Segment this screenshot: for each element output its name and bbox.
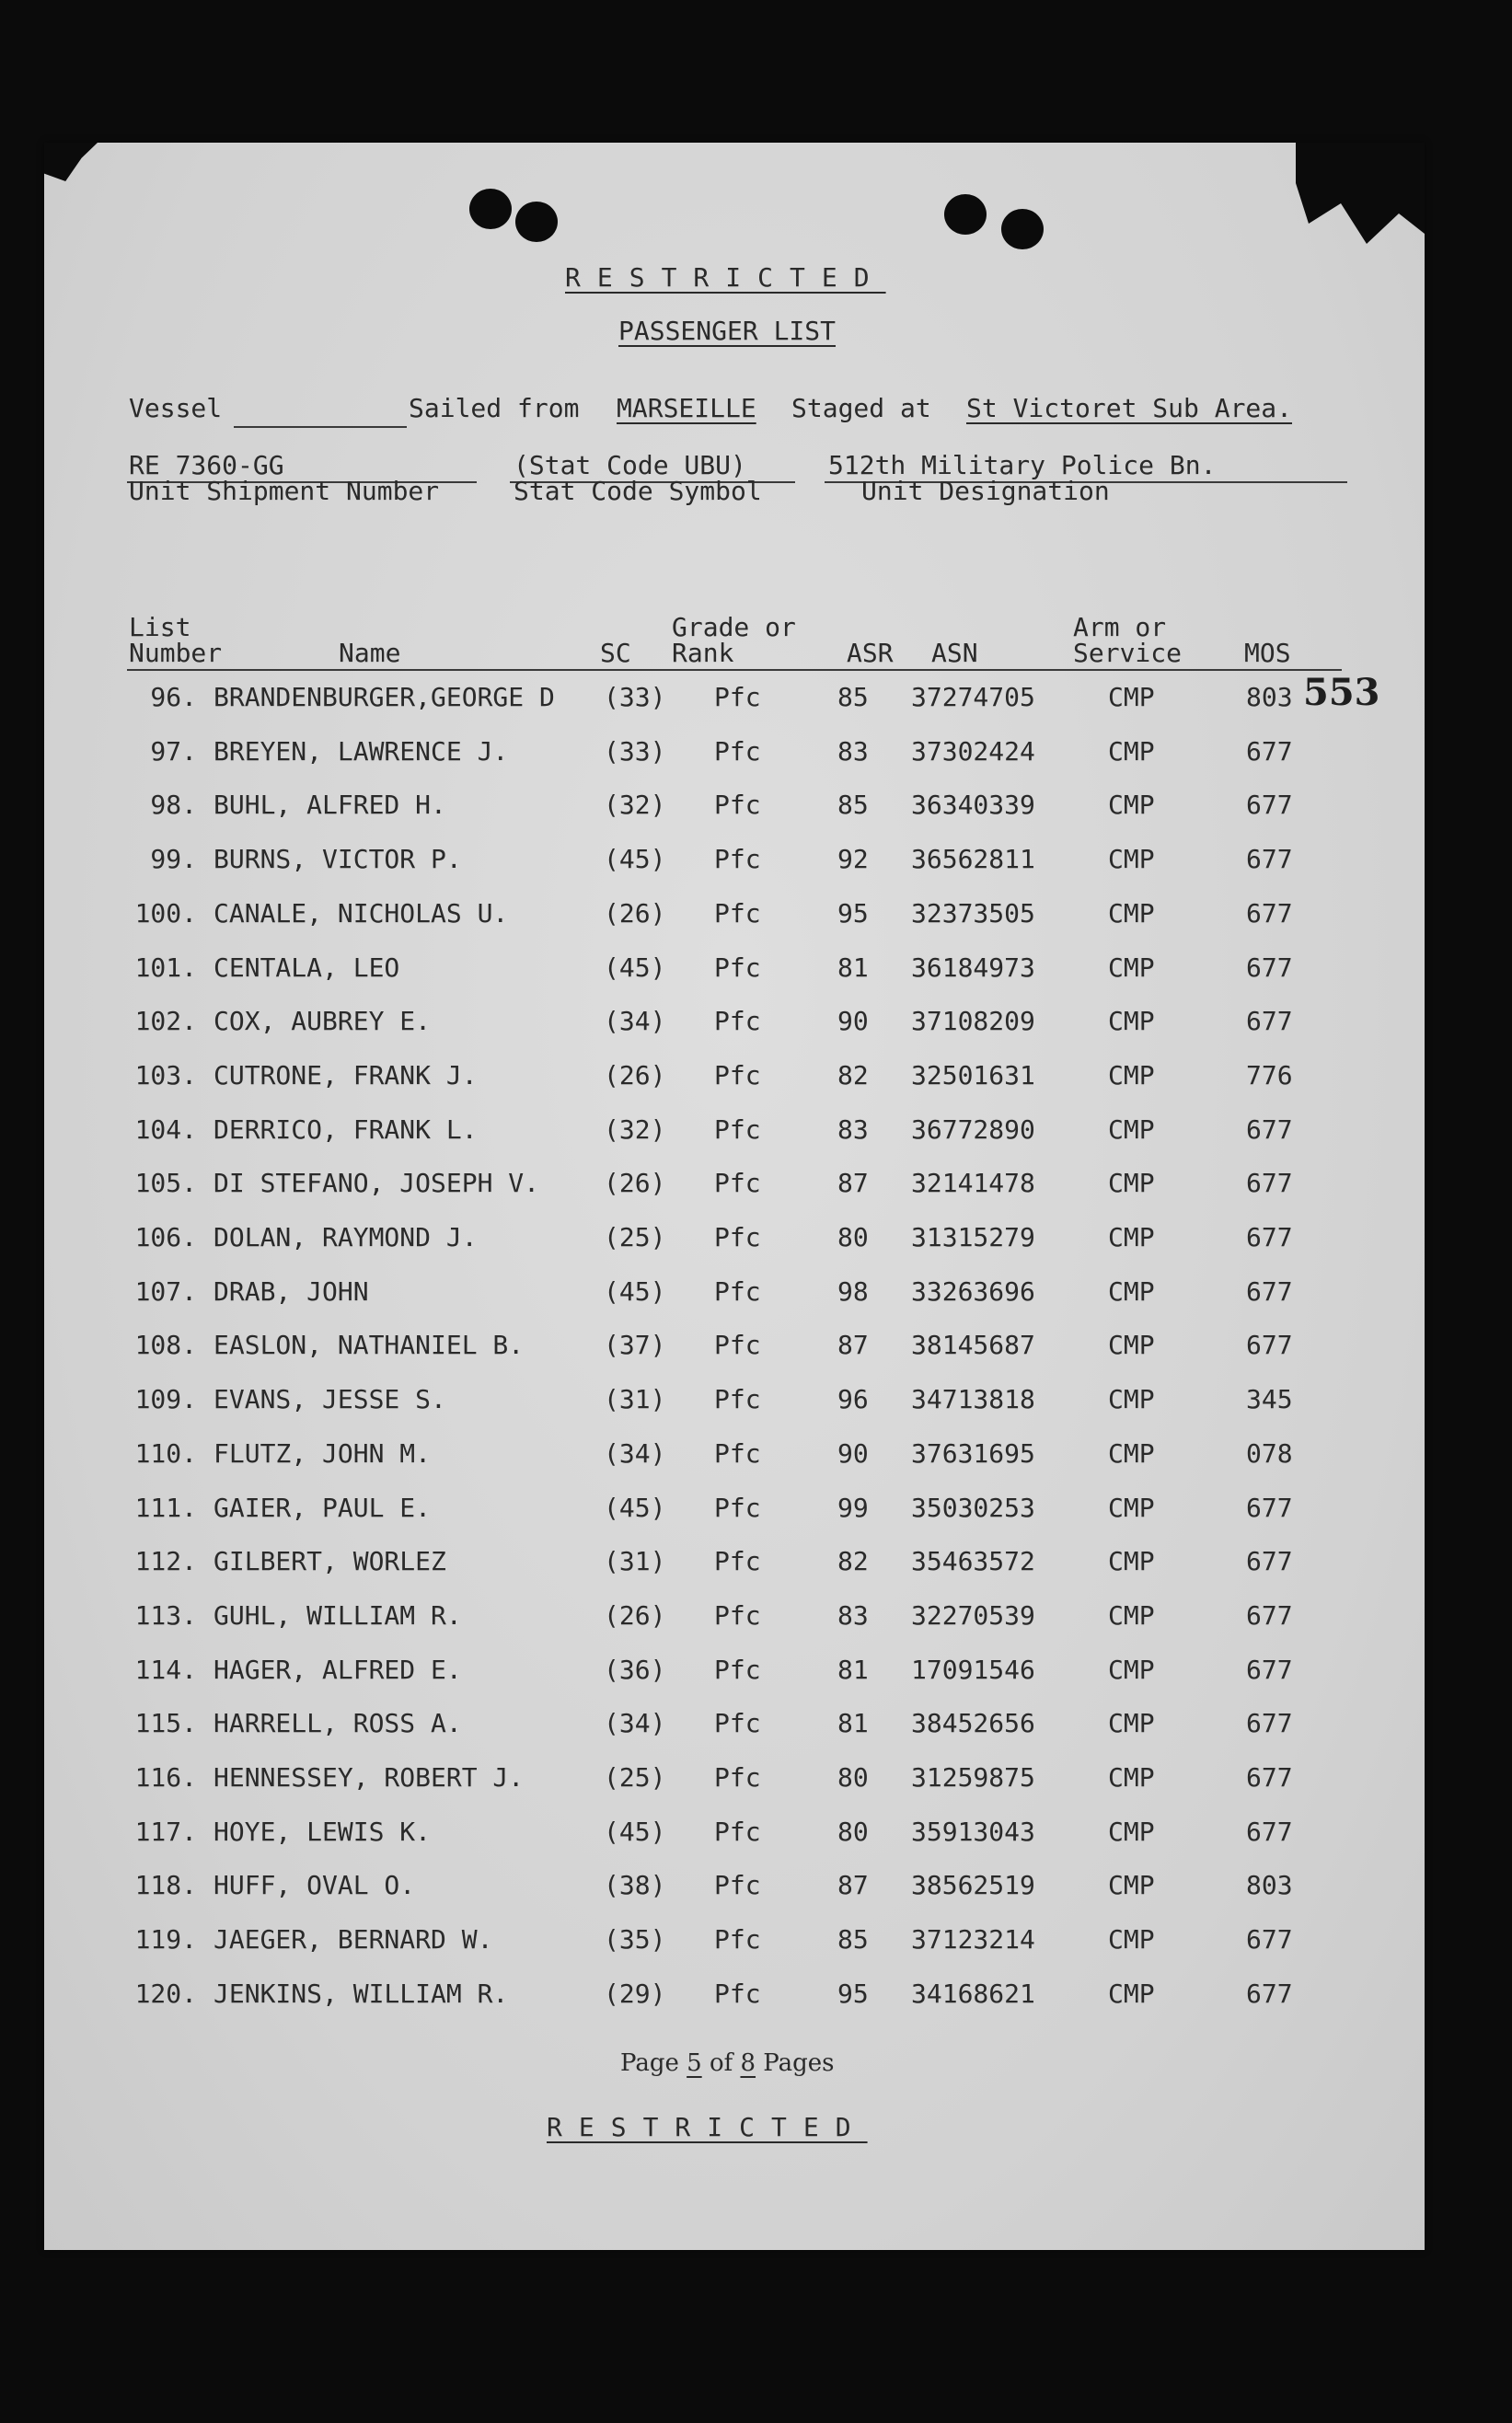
cell-asr: 85	[837, 1924, 869, 1956]
col-name: Name	[339, 638, 401, 668]
cell-sc: (45)	[604, 844, 666, 875]
col-grade-line1: Grade or	[672, 612, 796, 642]
punch-hole	[515, 202, 558, 242]
cell-list-number: 98.	[150, 790, 197, 821]
cell-name: EASLON, NATHANIEL B.	[214, 1330, 525, 1361]
col-sc: SC	[600, 638, 631, 668]
table-row	[44, 952, 1425, 1006]
col-asr: ASR	[847, 638, 894, 668]
cell-mos: 677	[1246, 1599, 1293, 1631]
cell-asr: 80	[837, 1762, 869, 1793]
cell-asr: 96	[837, 1384, 869, 1415]
page-of: of	[709, 2049, 733, 2077]
cell-name: DRAB, JOHN	[214, 1275, 369, 1307]
cell-name: BUHL, ALFRED H.	[214, 790, 446, 821]
cell-name: HOYE, LEWIS K.	[214, 1816, 432, 1847]
cell-list-number: 118.	[134, 1870, 197, 1901]
cell-name: HARRELL, ROSS A.	[214, 1708, 462, 1739]
cell-name: CANALE, NICHOLAS U.	[214, 897, 509, 929]
cell-sc: (45)	[604, 952, 666, 983]
cell-list-number: 108.	[134, 1330, 197, 1361]
cell-name: DERRICO, FRANK L.	[214, 1113, 478, 1145]
cell-grade: Pfc	[714, 1816, 761, 1847]
cell-asn: 37108209	[911, 1006, 1035, 1037]
page-prefix: Page	[620, 2049, 679, 2077]
cell-list-number: 115.	[134, 1708, 197, 1739]
cell-name: BREYEN, LAWRENCE J.	[214, 735, 509, 767]
cell-mos: 677	[1246, 1816, 1293, 1847]
cell-arm-service: CMP	[1108, 1492, 1155, 1523]
cell-asr: 80	[837, 1816, 869, 1847]
table-row	[44, 1546, 1425, 1599]
cell-sc: (29)	[604, 1978, 666, 2009]
cell-name: HENNESSEY, ROBERT J.	[214, 1762, 525, 1793]
sailed-from-value: MARSEILLE	[617, 393, 756, 423]
cell-arm-service: CMP	[1108, 1762, 1155, 1793]
table-row	[44, 1762, 1425, 1816]
cell-sc: (45)	[604, 1492, 666, 1523]
cell-name: DI STEFANO, JOSEPH V.	[214, 1168, 540, 1199]
cell-grade: Pfc	[714, 897, 761, 929]
cell-asr: 87	[837, 1870, 869, 1901]
cell-asr: 83	[837, 1113, 869, 1145]
cell-list-number: 111.	[134, 1492, 197, 1523]
cell-grade: Pfc	[714, 1599, 761, 1631]
cell-list-number: 116.	[134, 1762, 197, 1793]
cell-asr: 87	[837, 1168, 869, 1199]
cell-asr: 95	[837, 1978, 869, 2009]
cell-asn: 31259875	[911, 1762, 1035, 1793]
cell-asr: 81	[837, 1654, 869, 1685]
table-row	[44, 898, 1425, 952]
punch-hole	[944, 194, 987, 235]
cell-mos: 345	[1246, 1384, 1293, 1415]
cell-list-number: 103.	[134, 1059, 197, 1090]
cell-asr: 82	[837, 1546, 869, 1577]
cell-mos: 677	[1246, 735, 1293, 767]
cell-sc: (25)	[604, 1762, 666, 1793]
cell-list-number: 101.	[134, 952, 197, 983]
cell-grade: Pfc	[714, 1546, 761, 1577]
cell-grade: Pfc	[714, 1113, 761, 1145]
staged-at-value: St Victoret Sub Area.	[966, 393, 1293, 423]
unit-shipment-label: Unit Shipment Number	[129, 476, 440, 506]
table-row	[44, 1114, 1425, 1168]
stat-code: (Stat Code UBU)	[514, 450, 746, 480]
table-row	[44, 682, 1425, 735]
cell-mos: 677	[1246, 844, 1293, 875]
cell-asr: 82	[837, 1059, 869, 1090]
col-list-number-line2: Number	[129, 638, 223, 668]
cell-grade: Pfc	[714, 1708, 761, 1739]
cell-mos: 776	[1246, 1059, 1293, 1090]
cell-asr: 90	[837, 1006, 869, 1037]
document-page	[44, 143, 1425, 2250]
cell-name: GUHL, WILLIAM R.	[214, 1599, 462, 1631]
cell-mos: 803	[1246, 1870, 1293, 1901]
cell-grade: Pfc	[714, 1978, 761, 2009]
cell-sc: (36)	[604, 1654, 666, 1685]
cell-mos: 677	[1246, 1275, 1293, 1307]
cell-asn: 36772890	[911, 1113, 1035, 1145]
cell-name: HUFF, OVAL O.	[214, 1870, 416, 1901]
cell-arm-service: CMP	[1108, 1330, 1155, 1361]
cell-mos: 677	[1246, 1978, 1293, 2009]
cell-sc: (45)	[604, 1275, 666, 1307]
cell-sc: (35)	[604, 1924, 666, 1956]
cell-asn: 31315279	[911, 1222, 1035, 1252]
cell-sc: (37)	[604, 1330, 666, 1361]
cell-grade: Pfc	[714, 1492, 761, 1523]
cell-mos: 677	[1246, 1492, 1293, 1523]
cell-list-number: 99.	[150, 844, 197, 875]
cell-sc: (33)	[604, 682, 666, 712]
cell-arm-service: CMP	[1108, 790, 1155, 821]
cell-mos: 677	[1246, 1113, 1293, 1145]
cell-asn: 36184973	[911, 952, 1035, 983]
cell-list-number: 104.	[134, 1113, 197, 1145]
cell-asr: 81	[837, 952, 869, 983]
cell-name: GILBERT, WORLEZ	[214, 1546, 446, 1577]
unit-designation-label: Unit Designation	[861, 476, 1110, 506]
cell-asn: 32141478	[911, 1168, 1035, 1199]
cell-arm-service: CMP	[1108, 1006, 1155, 1037]
cell-arm-service: CMP	[1108, 1168, 1155, 1199]
cell-list-number: 117.	[134, 1816, 197, 1847]
cell-asn: 36562811	[911, 844, 1035, 875]
cell-mos: 677	[1246, 897, 1293, 929]
cell-sc: (31)	[604, 1384, 666, 1415]
vessel-label: Vessel	[129, 393, 223, 423]
cell-arm-service: CMP	[1108, 844, 1155, 875]
cell-asn: 38452656	[911, 1708, 1035, 1739]
page-total: 8	[740, 2049, 756, 2077]
table-row	[44, 1870, 1425, 1923]
col-list-number-line1: List	[129, 612, 191, 642]
cell-name: DOLAN, RAYMOND J.	[214, 1222, 478, 1252]
punch-hole	[1001, 209, 1044, 249]
table-row	[44, 1600, 1425, 1654]
cell-list-number: 100.	[134, 897, 197, 929]
col-grade-line2: Rank	[672, 638, 734, 668]
cell-grade: Pfc	[714, 1222, 761, 1252]
torn-edge	[1296, 143, 1425, 244]
cell-asr: 85	[837, 790, 869, 821]
cell-arm-service: CMP	[1108, 1870, 1155, 1901]
table-row	[44, 1060, 1425, 1113]
cell-mos: 677	[1246, 1222, 1293, 1252]
table-row	[44, 844, 1425, 897]
cell-arm-service: CMP	[1108, 1384, 1155, 1415]
cell-grade: Pfc	[714, 1924, 761, 1956]
cell-asn: 33263696	[911, 1275, 1035, 1307]
cell-asn: 35913043	[911, 1816, 1035, 1847]
vessel-blank-line	[234, 426, 407, 428]
cell-sc: (26)	[604, 897, 666, 929]
punch-hole	[469, 189, 512, 229]
column-header-rule	[127, 669, 1342, 671]
cell-name: BRANDENBURGER,GEORGE D	[214, 682, 555, 712]
cell-arm-service: CMP	[1108, 1437, 1155, 1469]
cell-name: EVANS, JESSE S.	[214, 1384, 446, 1415]
cell-mos: 677	[1246, 1168, 1293, 1199]
cell-name: GAIER, PAUL E.	[214, 1492, 432, 1523]
cell-mos: 677	[1246, 1654, 1293, 1685]
document-title: PASSENGER LIST	[618, 316, 837, 346]
table-row	[44, 1006, 1425, 1059]
page-indicator	[620, 2049, 835, 2077]
cell-list-number: 112.	[134, 1546, 197, 1577]
sailed-from-label: Sailed from	[409, 393, 580, 423]
table-row	[44, 1817, 1425, 1870]
cell-grade: Pfc	[714, 1168, 761, 1199]
cell-sc: (26)	[604, 1599, 666, 1631]
table-row	[44, 1708, 1425, 1761]
cell-grade: Pfc	[714, 1059, 761, 1090]
cell-sc: (32)	[604, 790, 666, 821]
cell-name: JAEGER, BERNARD W.	[214, 1924, 493, 1956]
table-row	[44, 1493, 1425, 1546]
page-suffix: Pages	[763, 2049, 835, 2077]
col-mos: MOS	[1244, 638, 1291, 668]
cell-mos: 803	[1246, 682, 1293, 712]
cell-grade: Pfc	[714, 1437, 761, 1469]
cell-list-number: 120.	[134, 1978, 197, 2009]
cell-sc: (38)	[604, 1870, 666, 1901]
table-row	[44, 736, 1425, 790]
cell-mos: 677	[1246, 1924, 1293, 1956]
cell-arm-service: CMP	[1108, 952, 1155, 983]
cell-name: FLUTZ, JOHN M.	[214, 1437, 432, 1469]
cell-list-number: 96.	[150, 682, 197, 712]
stat-code-label: Stat Code Symbol	[514, 476, 762, 506]
classification-header: RESTRICTED	[565, 262, 886, 293]
staged-at-label: Staged at	[791, 393, 931, 423]
cell-list-number: 109.	[134, 1384, 197, 1415]
table-row	[44, 1655, 1425, 1708]
cell-arm-service: CMP	[1108, 1546, 1155, 1577]
cell-asn: 35463572	[911, 1546, 1035, 1577]
cell-mos: 677	[1246, 1708, 1293, 1739]
cell-mos: 078	[1246, 1437, 1293, 1469]
cell-arm-service: CMP	[1108, 1924, 1155, 1956]
unit-shipment-number: RE 7360-GG	[129, 450, 284, 480]
cell-grade: Pfc	[714, 1384, 761, 1415]
page-current: 5	[687, 2049, 702, 2077]
cell-asn: 34713818	[911, 1384, 1035, 1415]
cell-asr: 83	[837, 1599, 869, 1631]
cell-asr: 85	[837, 682, 869, 712]
cell-asr: 95	[837, 897, 869, 929]
cell-sc: (25)	[604, 1222, 666, 1252]
cell-sc: (26)	[604, 1059, 666, 1090]
table-row	[44, 1276, 1425, 1330]
cell-sc: (33)	[604, 735, 666, 767]
cell-arm-service: CMP	[1108, 897, 1155, 929]
cell-mos: 677	[1246, 790, 1293, 821]
cell-name: JENKINS, WILLIAM R.	[214, 1978, 509, 2009]
table-row	[44, 1222, 1425, 1275]
col-asn: ASN	[931, 638, 978, 668]
col-arm-line1: Arm or	[1073, 612, 1167, 642]
cell-list-number: 102.	[134, 1006, 197, 1037]
cell-asn: 35030253	[911, 1492, 1035, 1523]
cell-grade: Pfc	[714, 1006, 761, 1037]
cell-grade: Pfc	[714, 844, 761, 875]
cell-mos: 677	[1246, 952, 1293, 983]
cell-asn: 37631695	[911, 1437, 1035, 1469]
cell-arm-service: CMP	[1108, 1654, 1155, 1685]
cell-list-number: 105.	[134, 1168, 197, 1199]
handwritten-note: 553	[1303, 671, 1380, 714]
cell-mos: 677	[1246, 1762, 1293, 1793]
cell-arm-service: CMP	[1108, 1113, 1155, 1145]
cell-arm-service: CMP	[1108, 1222, 1155, 1252]
cell-name: BURNS, VICTOR P.	[214, 844, 462, 875]
cell-asn: 32373505	[911, 897, 1035, 929]
cell-name: CENTALA, LEO	[214, 952, 400, 983]
table-row	[44, 1168, 1425, 1221]
cell-list-number: 114.	[134, 1654, 197, 1685]
table-row	[44, 1924, 1425, 1978]
torn-edge	[44, 143, 98, 181]
cell-asn: 38145687	[911, 1330, 1035, 1361]
cell-sc: (45)	[604, 1816, 666, 1847]
cell-asn: 37123214	[911, 1924, 1035, 1956]
cell-grade: Pfc	[714, 1870, 761, 1901]
cell-grade: Pfc	[714, 1330, 761, 1361]
table-row	[44, 1979, 1425, 2032]
cell-asr: 92	[837, 844, 869, 875]
cell-grade: Pfc	[714, 1654, 761, 1685]
classification-footer: RESTRICTED	[547, 2112, 868, 2142]
cell-arm-service: CMP	[1108, 682, 1155, 712]
cell-arm-service: CMP	[1108, 1599, 1155, 1631]
cell-grade: Pfc	[714, 1275, 761, 1307]
cell-asr: 99	[837, 1492, 869, 1523]
table-row	[44, 1438, 1425, 1492]
cell-name: CUTRONE, FRANK J.	[214, 1059, 478, 1090]
cell-sc: (34)	[604, 1708, 666, 1739]
cell-asn: 36340339	[911, 790, 1035, 821]
col-arm-line2: Service	[1073, 638, 1183, 668]
cell-sc: (34)	[604, 1006, 666, 1037]
cell-sc: (32)	[604, 1113, 666, 1145]
cell-asn: 38562519	[911, 1870, 1035, 1901]
cell-sc: (31)	[604, 1546, 666, 1577]
cell-mos: 677	[1246, 1330, 1293, 1361]
cell-list-number: 119.	[134, 1924, 197, 1956]
cell-asn: 32270539	[911, 1599, 1035, 1631]
cell-arm-service: CMP	[1108, 1275, 1155, 1307]
cell-grade: Pfc	[714, 735, 761, 767]
cell-asn: 34168621	[911, 1978, 1035, 2009]
cell-list-number: 113.	[134, 1599, 197, 1631]
cell-grade: Pfc	[714, 790, 761, 821]
cell-grade: Pfc	[714, 1762, 761, 1793]
cell-list-number: 110.	[134, 1437, 197, 1469]
cell-asn: 37274705	[911, 682, 1035, 712]
cell-name: COX, AUBREY E.	[214, 1006, 432, 1037]
cell-asr: 80	[837, 1222, 869, 1252]
cell-asr: 90	[837, 1437, 869, 1469]
cell-asn: 32501631	[911, 1059, 1035, 1090]
cell-arm-service: CMP	[1108, 1978, 1155, 2009]
cell-asr: 87	[837, 1330, 869, 1361]
cell-mos: 677	[1246, 1546, 1293, 1577]
cell-arm-service: CMP	[1108, 1708, 1155, 1739]
cell-list-number: 97.	[150, 735, 197, 767]
cell-mos: 677	[1246, 1006, 1293, 1037]
cell-arm-service: CMP	[1108, 735, 1155, 767]
cell-grade: Pfc	[714, 952, 761, 983]
cell-asr: 81	[837, 1708, 869, 1739]
cell-list-number: 106.	[134, 1222, 197, 1252]
cell-sc: (26)	[604, 1168, 666, 1199]
cell-arm-service: CMP	[1108, 1059, 1155, 1090]
cell-asr: 83	[837, 735, 869, 767]
cell-list-number: 107.	[134, 1275, 197, 1307]
cell-grade: Pfc	[714, 682, 761, 712]
cell-name: HAGER, ALFRED E.	[214, 1654, 462, 1685]
cell-asr: 98	[837, 1275, 869, 1307]
unit-designation: 512th Military Police Bn.	[828, 450, 1217, 480]
table-row	[44, 1384, 1425, 1437]
cell-asn: 37302424	[911, 735, 1035, 767]
table-row	[44, 1330, 1425, 1383]
table-row	[44, 790, 1425, 843]
cell-asn: 17091546	[911, 1654, 1035, 1685]
cell-arm-service: CMP	[1108, 1816, 1155, 1847]
cell-sc: (34)	[604, 1437, 666, 1469]
